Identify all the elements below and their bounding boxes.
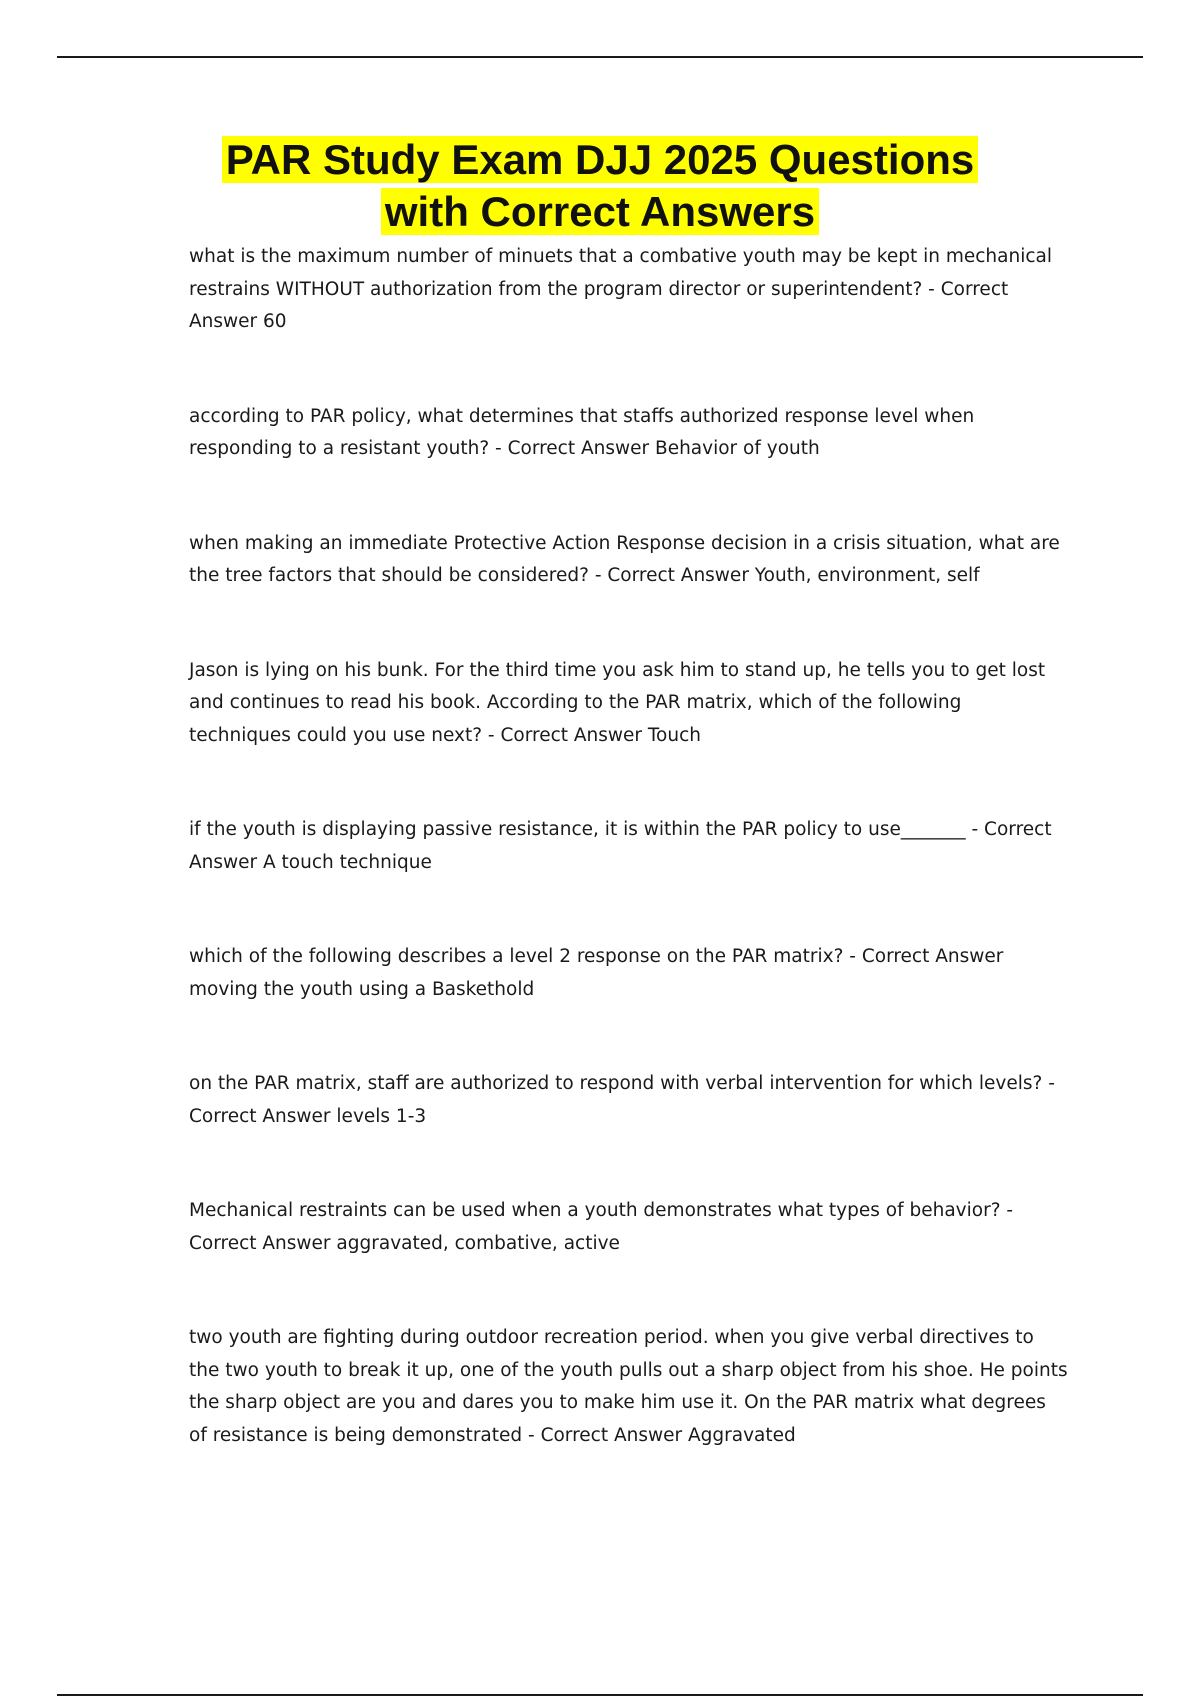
- title-line-2: with Correct Answers: [381, 188, 819, 235]
- qa-item-1: what is the maximum number of minuets that a combative youth may be kept in mechanical restrains WITHOUT authorization from the program director or superintendent? - Correct Answer 60: [189, 246, 1052, 332]
- qa-item-6: which of the following describes a level 2 response on the PAR matrix? - Correct Answer moving the youth using a Baskethold: [189, 946, 1004, 1000]
- qa-item-8: Mechanical restraints can be used when a youth demonstrates what types of behavior? - Correct Answer aggravated, combative, active: [189, 1200, 1014, 1254]
- top-rule: [57, 56, 1143, 58]
- qa-item-3: when making an immediate Protective Action Response decision in a crisis situation, what are the tree factors that should be considered? - Correct Answer Youth, environment, self: [189, 532, 1060, 586]
- title-line-1: PAR Study Exam DJJ 2025 Questions: [222, 136, 979, 183]
- qa-item-4: Jason is lying on his bunk. For the third time you ask him to stand up, he tells you to get lost and continues to read his book. According to the PAR matrix, which of the following techniques could you use next? - Correct Answer Touch: [189, 659, 1046, 746]
- qa-list: [189, 241, 1069, 1514]
- page-title: [0, 134, 1200, 238]
- qa-item-9: two youth are fighting during outdoor recreation period. when you give verbal directives to the two youth to break it up, one of the youth pulls out a sharp object from his shoe. He points the sharp object are you and dares you to make him use it. On the PAR matrix what degrees of resistance is being demonstrated - Correct Answer Aggravated: [189, 1327, 1068, 1446]
- qa-item-7: on the PAR matrix, staff are authorized to respond with verbal intervention for which levels? - Correct Answer levels 1-3: [189, 1073, 1055, 1127]
- qa-item-5: if the youth is displaying passive resistance, it is within the PAR policy to use_______ - Correct Answer A touch technique: [189, 819, 1052, 873]
- bottom-rule: [57, 1694, 1143, 1696]
- qa-item-2: according to PAR policy, what determines that staffs authorized response level when responding to a resistant youth? - Correct Answer Behavior of youth: [189, 405, 975, 459]
